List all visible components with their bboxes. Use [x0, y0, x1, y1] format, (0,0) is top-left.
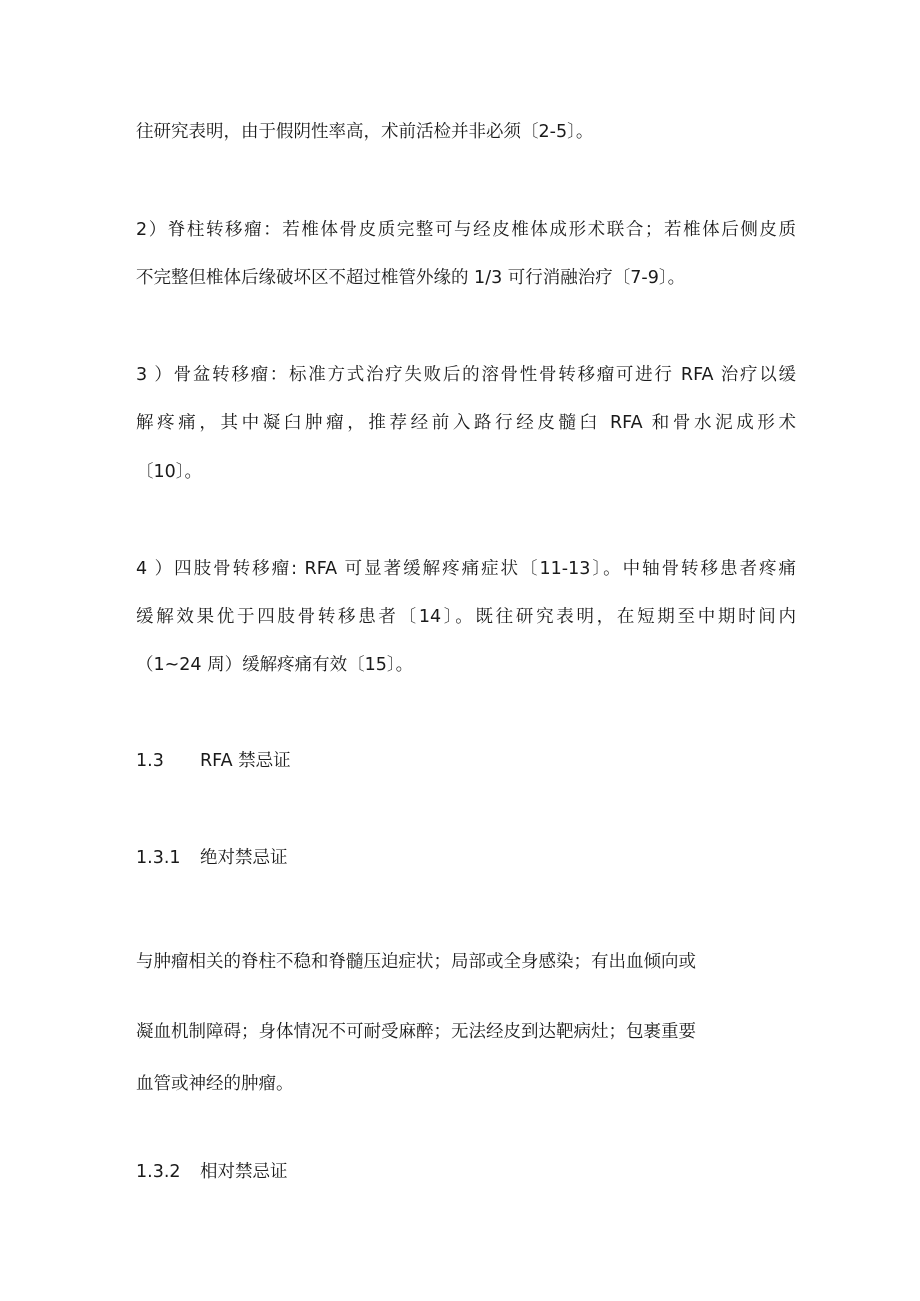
absolute-contraindication-line-1: 与肿瘤相关的脊柱不稳和脊髓压迫症状；局部或全身感染；有出血倾向或	[136, 952, 696, 972]
item3-line-3: 〔10〕。	[136, 462, 203, 482]
section-title: RFA 禁忌证	[200, 751, 291, 771]
section-heading-1-3-1	[136, 846, 288, 870]
item4-line-1: 4 ）四肢骨转移瘤: RFA 可显著缓解疼痛症状〔11-13〕。中轴骨转移患者疼痛	[136, 559, 796, 579]
section-number: 1.3.1	[136, 848, 181, 868]
section-number: 1.3.2	[136, 1162, 181, 1182]
item4-line-2: 缓解效果优于四肢骨转移患者〔14〕。既往研究表明，在短期至中期时间内	[136, 607, 796, 627]
absolute-contraindication-line-3: 血管或神经的肿瘤。	[136, 1074, 294, 1094]
section-heading-1-3-2	[136, 1160, 288, 1184]
paragraph-intro-line: 往研究表明，由于假阴性率高，术前活检并非必须〔2-5〕。	[136, 122, 594, 142]
section-number: 1.3	[136, 751, 164, 771]
item2-line-2: 不完整但椎体后缘破坏区不超过椎管外缘的 1/3 可行消融治疗〔7-9〕。	[136, 268, 686, 288]
section-heading-1-3	[136, 749, 291, 773]
item3-line-1: 3 ）骨盆转移瘤：标准方式治疗失败后的溶骨性骨转移瘤可进行 RFA 治疗以缓	[136, 365, 796, 385]
absolute-contraindication-line-2: 凝血机制障碍；身体情况不可耐受麻醉；无法经皮到达靶病灶；包裹重要	[136, 1022, 696, 1042]
section-title: 绝对禁忌证	[200, 848, 288, 868]
item4-line-3: （1~24 周）缓解疼痛有效〔15〕。	[136, 655, 414, 675]
section-title: 相对禁忌证	[200, 1162, 288, 1182]
item3-line-2: 解疼痛，其中凝臼肿瘤，推荐经前入路行经皮髓臼 RFA 和骨水泥成形术	[136, 413, 796, 433]
item2-line-1: 2）脊柱转移瘤：若椎体骨皮质完整可与经皮椎体成形术联合；若椎体后侧皮质	[136, 220, 796, 240]
